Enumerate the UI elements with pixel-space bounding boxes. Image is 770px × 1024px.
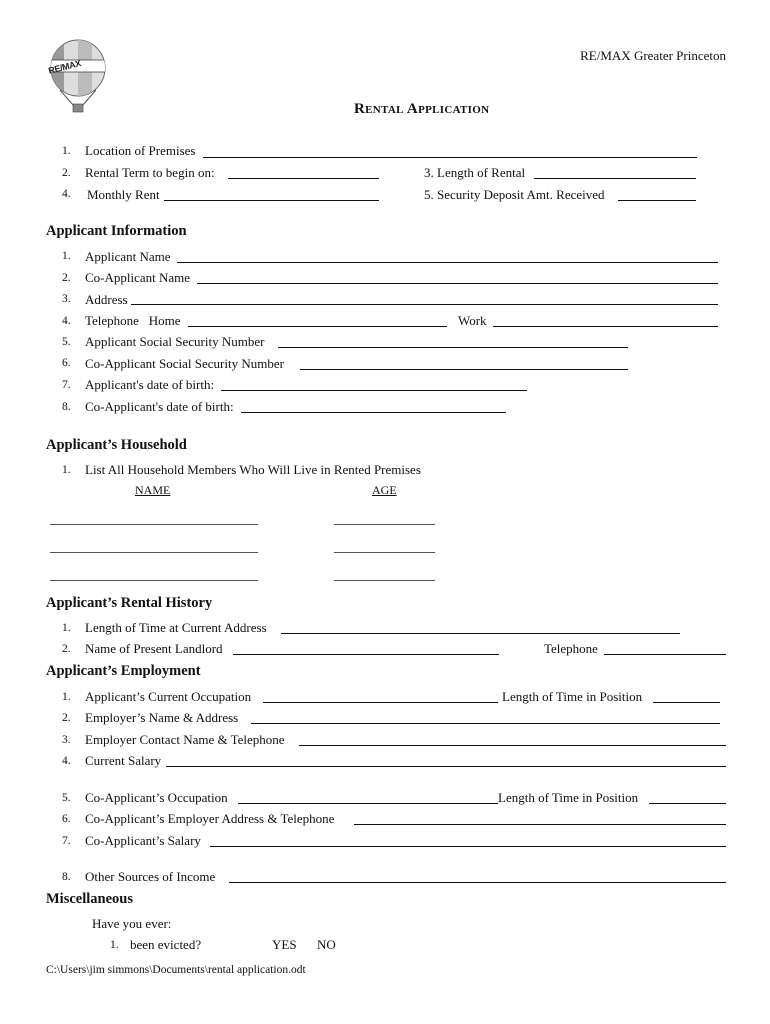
item-number: 1. bbox=[62, 622, 71, 634]
item-number: 7. bbox=[62, 835, 71, 847]
household-age-field[interactable] bbox=[334, 552, 435, 553]
item-number: 5. bbox=[62, 336, 71, 348]
co-applicant-name-label: Co-Applicant Name bbox=[85, 270, 191, 285]
co-employer-address-field[interactable] bbox=[354, 824, 726, 825]
rental-term-field[interactable] bbox=[228, 178, 379, 179]
telephone-home-label: Telephone Home bbox=[85, 313, 181, 328]
address-field[interactable] bbox=[131, 304, 718, 305]
time-at-address-field[interactable] bbox=[281, 633, 680, 634]
applicant-dob-label: Applicant's date of birth: bbox=[85, 377, 215, 392]
co-applicant-dob-label: Co-Applicant's date of birth: bbox=[85, 399, 234, 414]
telephone-work-label: Work bbox=[458, 313, 487, 328]
household-members-label: List All Household Members Who Will Live in Rented Premises bbox=[85, 462, 421, 477]
co-length-in-position-label: Length of Time in Position bbox=[498, 790, 639, 805]
other-income-label: Other Sources of Income bbox=[85, 869, 216, 884]
employer-name-address-label: Employer’s Name & Address bbox=[85, 710, 239, 725]
item-number: 3. bbox=[62, 734, 71, 746]
household-age-field[interactable] bbox=[334, 524, 435, 525]
landlord-telephone-label: Telephone bbox=[544, 641, 598, 656]
monthly-rent-label: Monthly Rent bbox=[87, 187, 160, 202]
applicant-ssn-label: Applicant Social Security Number bbox=[85, 334, 265, 349]
evicted-no-option[interactable]: NO bbox=[317, 937, 336, 952]
monthly-rent-field[interactable] bbox=[164, 200, 379, 201]
item-number: 1. bbox=[62, 145, 71, 157]
item-number: 1. bbox=[110, 939, 119, 951]
household-name-field[interactable] bbox=[50, 580, 258, 581]
co-applicant-dob-field[interactable] bbox=[241, 412, 506, 413]
item-number: 1. bbox=[62, 250, 71, 262]
page-title: Rental Application bbox=[354, 101, 490, 117]
security-deposit-field[interactable] bbox=[618, 200, 696, 201]
item-number: 3. bbox=[62, 293, 71, 305]
co-applicant-occupation-field[interactable] bbox=[238, 803, 498, 804]
age-column-header: AGE bbox=[372, 483, 397, 497]
item-number: 4. bbox=[62, 755, 71, 767]
telephone-work-field[interactable] bbox=[493, 326, 718, 327]
co-length-in-position-field[interactable] bbox=[649, 803, 726, 804]
applicant-information-heading: Applicant Information bbox=[46, 223, 187, 239]
current-occupation-field[interactable] bbox=[263, 702, 498, 703]
current-salary-label: Current Salary bbox=[85, 753, 162, 768]
evicted-yes-option[interactable]: YES bbox=[272, 937, 297, 952]
present-landlord-label: Name of Present Landlord bbox=[85, 641, 223, 656]
household-name-field[interactable] bbox=[50, 552, 258, 553]
rental-term-label: Rental Term to begin on: bbox=[85, 165, 215, 180]
length-of-rental-field[interactable] bbox=[534, 178, 696, 179]
other-income-field[interactable] bbox=[229, 882, 726, 883]
time-at-address-label: Length of Time at Current Address bbox=[85, 620, 267, 635]
co-applicant-name-field[interactable] bbox=[197, 283, 718, 284]
telephone-home-field[interactable] bbox=[188, 326, 447, 327]
remax-balloon-logo bbox=[40, 38, 120, 118]
item-number: 6. bbox=[62, 357, 71, 369]
item-number: 4. bbox=[62, 315, 71, 327]
co-applicant-ssn-label: Co-Applicant Social Security Number bbox=[85, 356, 284, 371]
current-salary-field[interactable] bbox=[166, 766, 726, 767]
employer-contact-field[interactable] bbox=[299, 745, 726, 746]
item-number: 2. bbox=[62, 272, 71, 284]
present-landlord-field[interactable] bbox=[233, 654, 499, 655]
employment-heading: Applicant’s Employment bbox=[46, 663, 201, 679]
length-in-position-field[interactable] bbox=[653, 702, 720, 703]
item-number: 1. bbox=[62, 691, 71, 703]
have-you-ever-label: Have you ever: bbox=[92, 916, 172, 931]
item-number: 2. bbox=[62, 643, 71, 655]
current-occupation-label: Applicant’s Current Occupation bbox=[85, 689, 252, 704]
co-applicant-salary-field[interactable] bbox=[210, 846, 726, 847]
item-number: 4. bbox=[62, 188, 71, 200]
logo-text: RE/MAX bbox=[47, 58, 82, 76]
miscellaneous-heading: Miscellaneous bbox=[46, 891, 133, 907]
name-column-header: NAME bbox=[135, 483, 171, 497]
household-name-field[interactable] bbox=[50, 524, 258, 525]
location-of-premises-field[interactable] bbox=[203, 157, 697, 158]
item-number: 6. bbox=[62, 813, 71, 825]
address-label: Address bbox=[85, 292, 128, 307]
household-heading: Applicant’s Household bbox=[46, 437, 187, 453]
item-number: 1. bbox=[62, 464, 71, 476]
length-in-position-label: Length of Time in Position bbox=[502, 689, 643, 704]
item-number: 5. bbox=[62, 792, 71, 804]
security-deposit-label: 5. Security Deposit Amt. Received bbox=[424, 187, 605, 202]
company-name: RE/MAX Greater Princeton bbox=[580, 48, 726, 63]
item-number: 8. bbox=[62, 871, 71, 883]
co-employer-address-label: Co-Applicant’s Employer Address & Telephone bbox=[85, 811, 335, 826]
item-number: 2. bbox=[62, 712, 71, 724]
applicant-ssn-field[interactable] bbox=[278, 347, 628, 348]
file-path-footer: C:\Users\jim simmons\Documents\rental application.odt bbox=[46, 964, 306, 976]
item-number: 2. bbox=[62, 167, 71, 179]
landlord-telephone-field[interactable] bbox=[604, 654, 726, 655]
employer-contact-label: Employer Contact Name & Telephone bbox=[85, 732, 285, 747]
co-applicant-salary-label: Co-Applicant’s Salary bbox=[85, 833, 201, 848]
length-of-rental-label: 3. Length of Rental bbox=[424, 165, 526, 180]
evicted-question-label: been evicted? bbox=[130, 937, 202, 952]
employer-name-address-field[interactable] bbox=[251, 723, 720, 724]
rental-history-heading: Applicant’s Rental History bbox=[46, 595, 213, 611]
item-number: 8. bbox=[62, 401, 71, 413]
household-age-field[interactable] bbox=[334, 580, 435, 581]
location-of-premises-label: Location of Premises bbox=[85, 143, 196, 158]
co-applicant-ssn-field[interactable] bbox=[300, 369, 628, 370]
balloon-icon bbox=[40, 38, 120, 118]
applicant-name-label: Applicant Name bbox=[85, 249, 171, 264]
item-number: 7. bbox=[62, 379, 71, 391]
co-applicant-occupation-label: Co-Applicant’s Occupation bbox=[85, 790, 228, 805]
applicant-name-field[interactable] bbox=[177, 262, 718, 263]
applicant-dob-field[interactable] bbox=[221, 390, 527, 391]
